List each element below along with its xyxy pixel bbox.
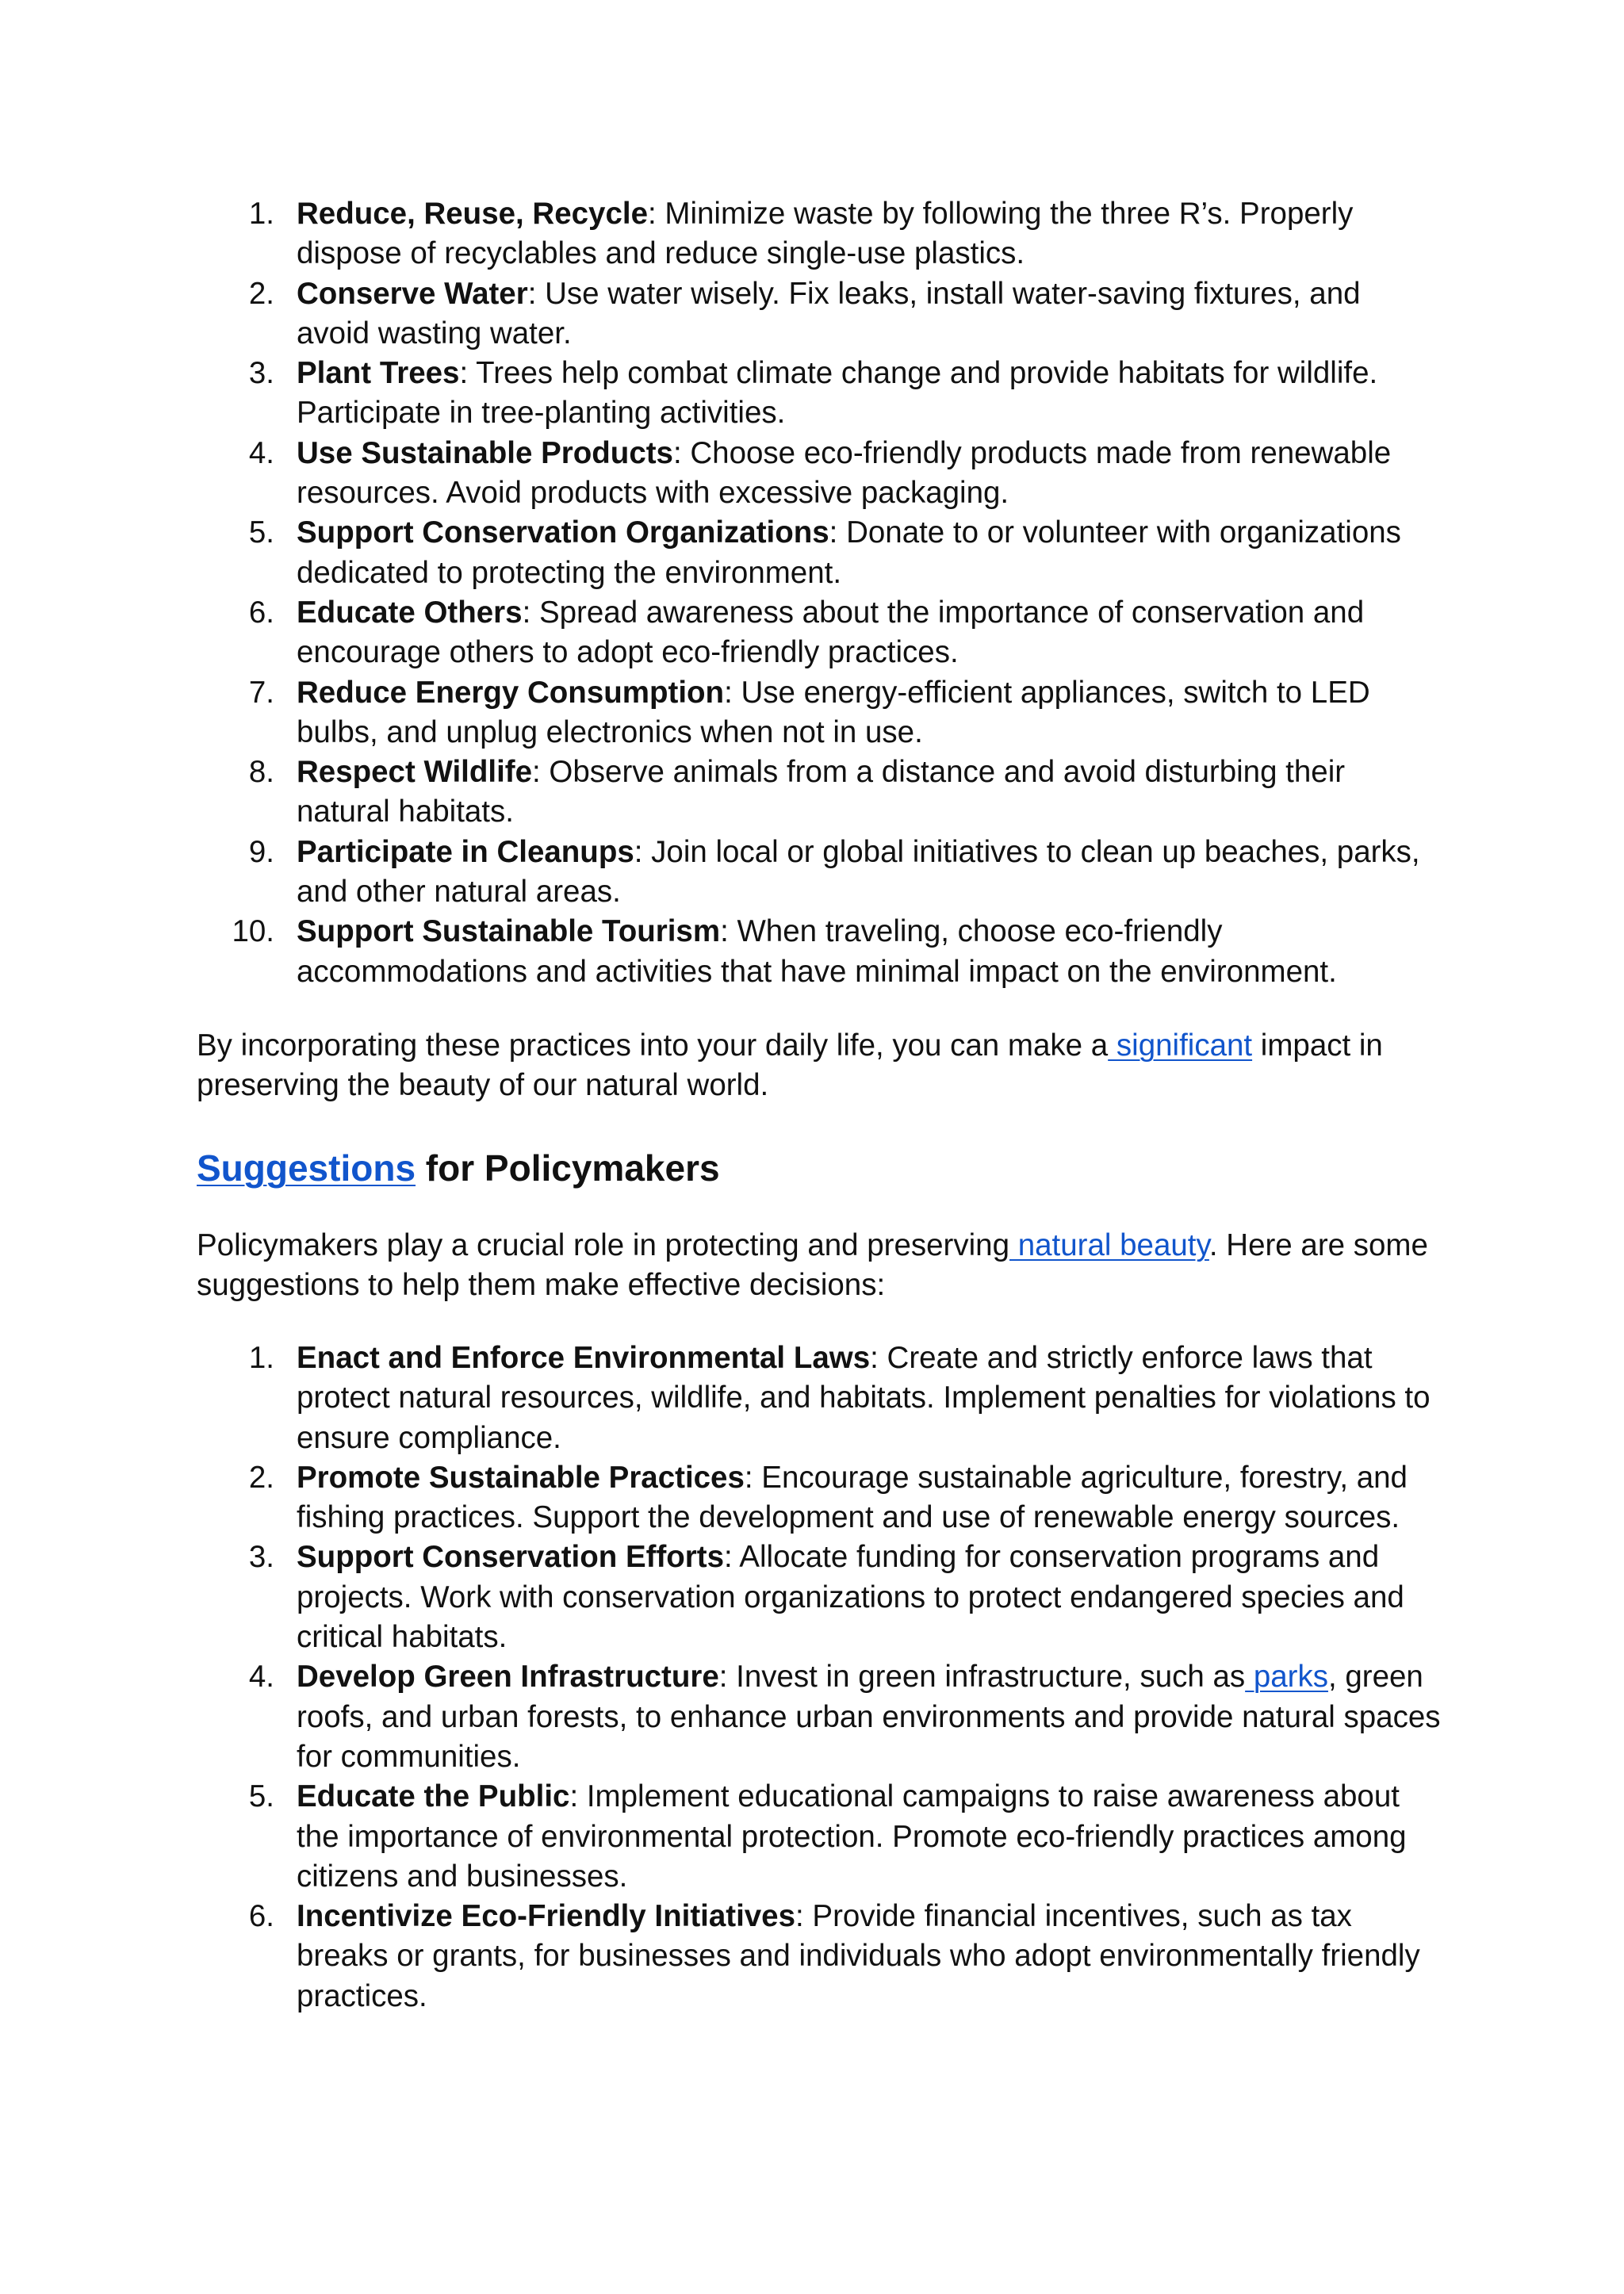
item-title: Support Conservation Organizations bbox=[297, 515, 829, 550]
list-item bbox=[197, 593, 1442, 673]
list-number: 1. bbox=[248, 197, 274, 231]
item-title: Reduce Energy Consumption bbox=[297, 675, 725, 710]
item-text: : Observe animals from a distance and avoid disturbing their natural habitats. bbox=[297, 755, 1346, 829]
list-item bbox=[197, 753, 1442, 833]
item-title: Reduce, Reuse, Recycle bbox=[297, 197, 648, 231]
item-title: Enact and Enforce Environmental Laws bbox=[297, 1341, 871, 1375]
item-title: Promote Sustainable Practices bbox=[297, 1460, 745, 1495]
intro-paragraph bbox=[197, 1226, 1457, 1306]
item-text: : Join local or global initiatives to clean up beaches, parks, and other natural areas. bbox=[297, 834, 1420, 910]
closing-paragraph bbox=[197, 1026, 1457, 1106]
item-text: : Use water wisely. Fix leaks, install water-saving fixtures, and avoid wasting water. bbox=[297, 276, 1361, 350]
item-text: : Use energy-efficient appliances, switch to LED bulbs, and unplug electronics when not in use. bbox=[297, 675, 1370, 749]
significant-link[interactable]: significant bbox=[1108, 1028, 1253, 1063]
list-item bbox=[197, 833, 1442, 913]
list-item bbox=[197, 912, 1442, 992]
list-number: 2. bbox=[248, 1460, 274, 1495]
item-text: : Trees help combat climate change and provide habitats for wildlife. Participate in tree-planting activities. bbox=[297, 356, 1378, 431]
list-number: 5. bbox=[248, 1779, 274, 1814]
conservation-practices-list bbox=[197, 194, 1442, 992]
item-title: Respect Wildlife bbox=[297, 755, 533, 790]
list-number: 2. bbox=[248, 276, 274, 311]
item-title: Support Conservation Efforts bbox=[297, 1540, 725, 1575]
item-title: Educate Others bbox=[297, 595, 523, 630]
item-title: Develop Green Infrastructure bbox=[297, 1660, 719, 1695]
list-number: 6. bbox=[248, 1899, 274, 1934]
item-text: : When traveling, choose eco-friendly accommodations and activities that have minimal impact on the environment. bbox=[297, 914, 1337, 989]
item-title: Plant Trees bbox=[297, 356, 460, 391]
item-title: Use Sustainable Products bbox=[297, 435, 673, 470]
policymaker-suggestions-list bbox=[197, 1338, 1442, 2016]
list-number: 5. bbox=[248, 515, 274, 550]
list-number: 3. bbox=[248, 356, 274, 391]
item-text: : Create and strictly enforce laws that protect natural resources, wildlife, and habitats. Implement penalties for violations to ensure compliance. bbox=[297, 1341, 1431, 1455]
list-item bbox=[197, 1657, 1442, 1777]
suggestions-link[interactable]: Suggestions bbox=[197, 1147, 416, 1189]
section-heading bbox=[197, 1144, 720, 1192]
item-text: , green roofs, and urban forests, to enhance urban environments and provide natural spaces for communities. bbox=[297, 1660, 1441, 1774]
parks-link[interactable]: parks bbox=[1245, 1660, 1328, 1695]
list-number: 8. bbox=[248, 755, 274, 790]
intro-text-before: Policymakers play a crucial role in protecting and preserving bbox=[197, 1228, 1010, 1262]
item-title: Incentivize Eco-Friendly Initiatives bbox=[297, 1899, 796, 1934]
list-item bbox=[197, 1777, 1442, 1897]
list-number: 7. bbox=[248, 675, 274, 710]
list-number: 4. bbox=[248, 1660, 274, 1695]
item-text: : Donate to or volunteer with organizations dedicated to protecting the environment. bbox=[297, 515, 1401, 590]
list-item bbox=[197, 274, 1442, 354]
closing-text-after: impact in preserving the beauty of our natural world. bbox=[197, 1028, 1383, 1103]
list-number: 6. bbox=[248, 595, 274, 630]
list-number: 1. bbox=[248, 1341, 274, 1375]
item-title: Conserve Water bbox=[297, 276, 528, 311]
item-text: : Implement educational campaigns to raise awareness about the importance of environmental protection. Promote eco-friendly practices among citizens and businesses. bbox=[297, 1779, 1407, 1894]
item-text: : Allocate funding for conservation programs and projects. Work with conservation organizations to protect endangered species and critical habitats. bbox=[297, 1540, 1404, 1655]
item-title: Participate in Cleanups bbox=[297, 834, 634, 869]
list-item bbox=[197, 354, 1442, 434]
item-text: : Provide financial incentives, such as tax breaks or grants, for businesses and individuals who adopt environmentally friendly practices. bbox=[297, 1899, 1420, 2013]
list-item bbox=[197, 673, 1442, 753]
item-title: Support Sustainable Tourism bbox=[297, 914, 721, 949]
item-text: : Minimize waste by following the three R’s. Properly dispose of recyclables and reduce single-use plastics. bbox=[297, 197, 1354, 271]
list-item bbox=[197, 1458, 1442, 1538]
natural-beauty-link[interactable]: natural beauty bbox=[1009, 1228, 1209, 1262]
item-text: : Encourage sustainable agriculture, forestry, and fishing practices. Support the development and use of renewable energy sources. bbox=[297, 1460, 1408, 1535]
item-text: : Invest in green infrastructure, such as bbox=[718, 1660, 1246, 1695]
list-number: 4. bbox=[248, 435, 274, 470]
list-item bbox=[197, 513, 1442, 593]
list-number: 10. bbox=[232, 914, 274, 949]
list-item bbox=[197, 1897, 1442, 2016]
list-item bbox=[197, 1338, 1442, 1458]
list-number: 3. bbox=[248, 1540, 274, 1575]
heading-text: for Policymakers bbox=[416, 1147, 720, 1189]
list-number: 9. bbox=[248, 834, 274, 869]
closing-text-before: By incorporating these practices into your daily life, you can make a bbox=[197, 1028, 1109, 1063]
item-title: Educate the Public bbox=[297, 1779, 570, 1814]
intro-text-after: . Here are some suggestions to help them make effective decisions: bbox=[197, 1228, 1428, 1303]
item-text: : Spread awareness about the importance of conservation and encourage others to adopt eco-friendly practices. bbox=[297, 595, 1365, 670]
list-item bbox=[197, 1538, 1442, 1657]
item-text: : Choose eco-friendly products made from renewable resources. Avoid products with excessive packaging. bbox=[297, 435, 1392, 511]
list-item bbox=[197, 434, 1442, 514]
list-item bbox=[197, 194, 1442, 274]
